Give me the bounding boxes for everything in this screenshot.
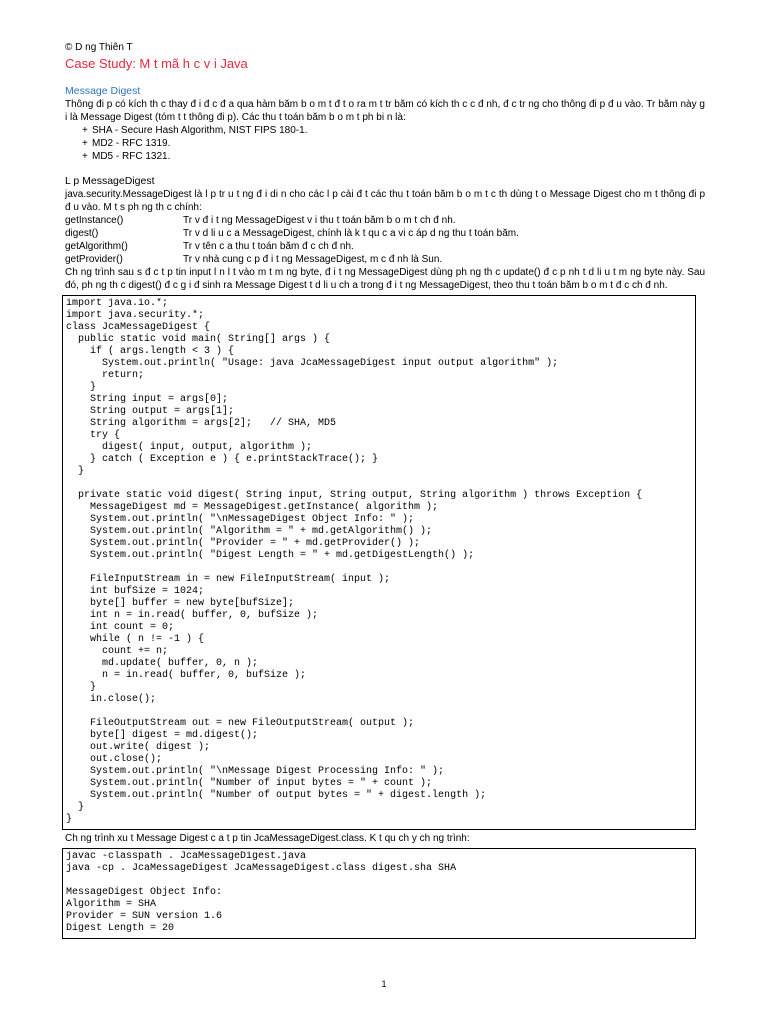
method-description: Tr v tên c a thu t toán băm đ c ch đ nh. [183,241,354,252]
list-item-text: MD2 - RFC 1319. [92,138,171,149]
list-item [82,150,705,163]
source-code [66,298,691,826]
code-line: byte[] buffer = new byte[bufSize]; [90,598,295,609]
document-page [65,42,705,939]
code-line: System.out.println( "Number of input bytes = " + count ); [90,778,433,789]
method-row [65,227,705,240]
code-line: } [66,814,73,825]
page-number: 1 [381,979,387,989]
code-line: System.out.println( "Digest Length = " + md.getDigestLength() ); [90,550,475,561]
code-line: import java.io.*; [66,298,169,309]
console-output-box [62,848,696,939]
list-item [82,137,705,150]
code-line: byte[] digest = md.digest(); [90,730,259,741]
console-line: MessageDigest Object Info: [66,887,223,898]
output-description: Ch ng trình xu t Message Digest c a t p tin JcaMessageDigest.class. K t qu ch y ch ng trình: [65,833,470,844]
list-item-text: MD5 - RFC 1321. [92,151,171,162]
list-item-text: SHA - Secure Hash Algorithm, NIST FIPS 180-1. [92,125,308,136]
message-digest-intro: Thông đi p có kích th c thay đ i đ c đ a qua hàm băm b o m t đ t o ra m t tr băm có kích th c c đ nh, đ c tr ng cho thông đi p đ u vào. Tr băm này g i là Message Digest (tóm t t thông đi p). Các thu t toán băm b o m t ph bi n là: [65,99,705,123]
code-line: String input = args[0]; [90,394,229,405]
code-line: md.update( buffer, 0, n ); [102,658,259,669]
code-line: FileInputStream in = new FileInputStream( input ); [90,574,391,585]
bullet-mark: + [82,125,88,136]
code-line: int bufSize = 1024; [90,586,205,597]
method-row [65,214,705,227]
code-line: System.out.println( "Provider = " + md.getProvider() ); [90,538,421,549]
code-line: System.out.println( "\nMessage Digest Processing Info: " ); [90,766,445,777]
code-line: public static void main( String[] args ) { [78,334,331,345]
code-line: return; [102,370,145,381]
method-name: getProvider() [65,254,123,265]
code-line: String output = args[1]; [90,406,235,417]
method-name: getInstance() [65,215,124,226]
console-line: Digest Length = 20 [66,923,175,934]
code-line: System.out.println( "\nMessageDigest Object Info: " ); [90,514,415,525]
method-list [65,214,705,266]
program-description: Ch ng trình sau s đ c t p tin input l n l t vào m t m ng byte, đ i t ng MessageDigest dùng ph ng th c update() đ c p nh t d li u t m ng byte này. Sau đó, ph ng th c digest() đ c g i đ sinh ra Message Digest t d li u ch a trong đ i t ng MessageDigest, theo thu t toán băm b o m t đ c ch đ nh. [65,267,705,291]
code-line: out.close(); [90,754,163,765]
code-line: } [90,382,97,393]
method-description: Tr v nhà cung c p đ i t ng MessageDigest, m c đ nh là Sun. [183,254,443,265]
bullet-mark: + [82,138,88,149]
code-line: while ( n != -1 ) { [90,634,205,645]
method-name: getAlgorithm() [65,241,128,252]
algorithm-list [65,124,705,163]
section-heading-message-digest: Message Digest [65,85,141,97]
console-line: Algorithm = SHA [66,899,157,910]
console-line: java -cp . JcaMessageDigest JcaMessageDigest.class digest.sha SHA [66,863,457,874]
page-title: Case Study: M t mã h c v i Java [65,56,248,71]
code-line: private static void digest( String input, String output, String algorithm ) throws Exception { [78,490,643,501]
method-row [65,253,705,266]
source-code-box [62,295,696,830]
code-line: n = in.read( buffer, 0, bufSize ); [102,670,307,681]
code-line: import java.security.*; [66,310,205,321]
code-line: String algorithm = args[2]; // SHA, MD5 [90,418,337,429]
code-line: } [90,682,97,693]
copyright-line: © D ng Thiên T [65,42,133,53]
console-output [66,851,691,935]
code-line: out.write( digest ); [90,742,211,753]
code-line: digest( input, output, algorithm ); [102,442,313,453]
code-line: System.out.println( "Algorithm = " + md.getAlgorithm() ); [90,526,433,537]
code-line: System.out.println( "Usage: java JcaMessageDigest input output algorithm" ); [102,358,559,369]
bullet-mark: + [82,151,88,162]
code-line: } [78,802,85,813]
code-line: } catch ( Exception e ) { e.printStackTrace(); } [90,454,379,465]
method-name: digest() [65,228,99,239]
console-line: javac -classpath . JcaMessageDigest.java [66,851,307,862]
code-line: FileOutputStream out = new FileOutputStream( output ); [90,718,415,729]
console-line: Provider = SUN version 1.6 [66,911,223,922]
code-line: try { [90,430,121,441]
method-row [65,240,705,253]
list-item [82,124,705,137]
method-description: Tr v d li u c a MessageDigest, chính là k t qu c a vi c áp d ng thu t toán băm. [183,228,519,239]
class-intro: java.security.MessageDigest là l p tr u t ng đ i di n cho các l p cài đ t các thu t toán băm b o m t c th dùng t o Message Digest cho m t thông đi p đ u vào. M t s ph ng th c chính: [65,189,705,213]
code-line: int count = 0; [90,622,175,633]
code-line: if ( args.length < 3 ) { [90,346,235,357]
code-line: MessageDigest md = MessageDigest.getInstance( algorithm ); [90,502,439,513]
code-line: in.close(); [90,694,157,705]
code-line: class JcaMessageDigest { [66,322,211,333]
code-line: } [78,466,85,477]
section-heading-class: L p MessageDigest [65,175,155,187]
code-line: System.out.println( "Number of output bytes = " + digest.length ); [90,790,487,801]
code-line: int n = in.read( buffer, 0, bufSize ); [90,610,319,621]
method-description: Tr v đ i t ng MessageDigest v i thu t toán băm b o m t ch đ nh. [183,215,456,226]
code-line: count += n; [102,646,169,657]
